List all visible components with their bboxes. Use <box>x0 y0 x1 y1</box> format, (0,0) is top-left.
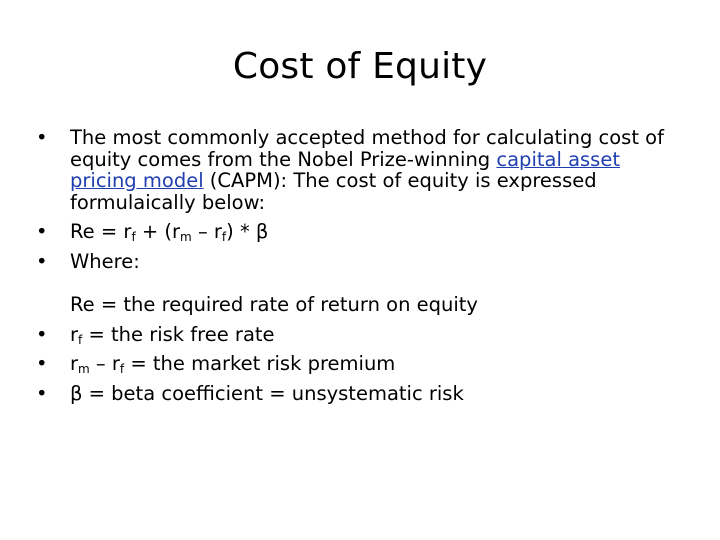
bullet-where <box>36 251 686 273</box>
re-definition-text: Re = the required rate of return on equity <box>70 293 478 316</box>
bullet-premium-definition <box>36 353 686 375</box>
rf-r: r <box>70 322 79 346</box>
premium-text: = the market risk premium <box>124 352 396 375</box>
beta-definition-text: β = beta coefficient = unsystematic risk <box>70 381 464 405</box>
bullet-beta-definition <box>36 383 686 405</box>
bullet-intro <box>36 127 686 213</box>
premium-sub-f: f <box>119 362 125 376</box>
premium-minus: – r <box>89 352 120 375</box>
bullet-dot-icon: • <box>36 126 48 149</box>
bullet-dot-icon: • <box>36 249 48 273</box>
bullet-formula <box>36 221 686 243</box>
formula-tail: ) * β <box>226 220 269 243</box>
re-definition-line <box>36 294 686 316</box>
formula-sub-f1: f <box>131 230 136 244</box>
formula-sub-f2: f <box>221 230 227 244</box>
bullet-dot-icon: • <box>36 381 48 405</box>
formula-sub-m: m <box>180 230 192 244</box>
where-text: Where: <box>70 249 140 273</box>
premium-r: r <box>70 352 79 375</box>
formula-plus-open: + (r <box>135 220 181 243</box>
bullet-dot-icon: • <box>36 352 48 375</box>
intro-text-before: The most commonly accepted method for calculating cost of equity comes from the Nobel Prize-winning <box>70 126 664 171</box>
bullet-dot-icon: • <box>36 322 48 346</box>
bullet-dot-icon: • <box>36 220 48 243</box>
intro-text-after: (CAPM): The cost of equity is expressed formulaically below: <box>70 169 597 214</box>
slide-title: Cost of Equity <box>232 46 488 87</box>
formula-minus: – r <box>191 220 222 243</box>
bullet-rf-definition <box>36 324 686 346</box>
formula-re: Re = r <box>70 220 132 243</box>
slide-body <box>36 127 686 412</box>
spacer <box>36 280 686 294</box>
rf-text: = the risk free rate <box>82 322 275 346</box>
capm-link[interactable]: capital asset pricing model <box>70 147 620 192</box>
premium-sub-m: m <box>78 362 90 376</box>
rf-sub-f: f <box>78 332 83 347</box>
